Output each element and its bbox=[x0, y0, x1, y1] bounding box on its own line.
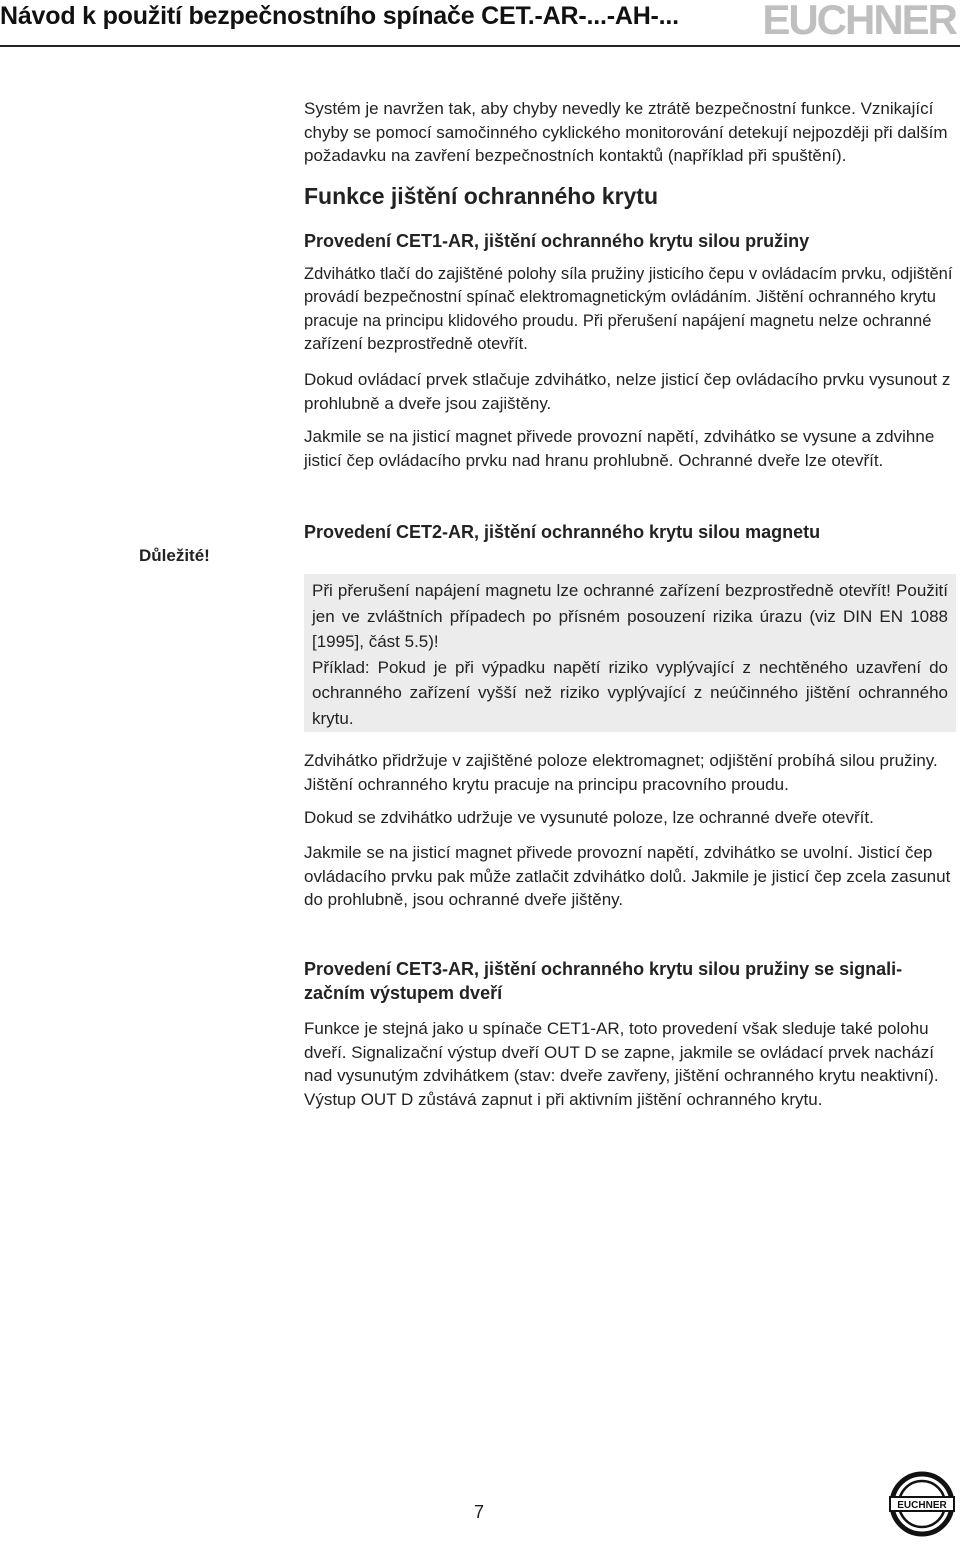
cet2-paragraph-1-block bbox=[304, 749, 958, 796]
document-title: Návod k použití bezpečnostního spínače CET.-AR-...-AH-... bbox=[0, 2, 679, 30]
warning-text-1: Při přerušení napájení magnetu lze ochranné zařízení bezprostředně otevřít! Použití jen ve zvláštních případech po přísném posouzení rizika úrazu (viz DIN EN 1088 [1995], část 5.5)! bbox=[312, 581, 948, 651]
section-title-block bbox=[304, 183, 958, 210]
cet1-paragraph-2-block bbox=[304, 368, 958, 415]
cet3-paragraph-block bbox=[304, 1017, 958, 1111]
cet3-paragraph: Funkce je stejná jako u spínače CET1-AR, toto provedení však sleduje také polohu dveří. Signalizační výstup dveří OUT D se zapne, jakmile se ovládací prvek nachází nad vysunutým zdvihátkem (stav: dveře zavřeny, jištění ochranného krytu neaktivní). Výstup OUT D zůstává zapnut i při aktivním jištění ochranného krytu. bbox=[304, 1019, 939, 1109]
cet2-paragraph-1: Zdvihátko přidržuje v zajištěné poloze elektromagnet; odjištění probíhá silou pružiny. Jištění ochranného krytu pracuje na principu pracovního proudu. bbox=[304, 751, 938, 794]
warning-text-2: Příklad: Pokud je při výpadku napětí riziko vyplývající z nechtěného uzavření do ochranného zařízení vyšší než riziko vyplývající z neúčinného jištění ochranného krytu. bbox=[312, 657, 948, 728]
cet1-heading: Provedení CET1-AR, jištění ochranného krytu silou pružiny bbox=[304, 231, 810, 251]
page-number: 7 bbox=[474, 1502, 485, 1522]
header-divider bbox=[0, 45, 960, 47]
cet1-paragraph-3: Jakmile se na jisticí magnet přivede provozní napětí, zdvihátko se vysune a zdvihne jisticí čep ovládacího prvku nad hranu prohlubně. Ochranné dveře lze otevřít. bbox=[304, 427, 935, 470]
cet2-paragraph-3: Jakmile se na jisticí magnet přivede provozní napětí, zdvihátko se uvolní. Jisticí čep ovládacího prvku pak může zatlačit zdvihátko dolů. Jakmile je jisticí čep zcela zasunut do prohlubně, jsou ochranné dveře jištěny. bbox=[304, 843, 951, 909]
cet2-paragraph-3-block bbox=[304, 841, 958, 912]
cet1-paragraph-2: Dokud ovládací prvek stlačuje zdvihátko, nelze jisticí čep ovládacího prvku vysunout z prohlubně a dveře jsou zajištěny. bbox=[304, 370, 951, 413]
cet1-paragraph-3-block bbox=[304, 425, 958, 472]
euchner-logo-icon bbox=[887, 1469, 957, 1539]
intro-block bbox=[304, 97, 958, 168]
logo-text: EUCHNER bbox=[897, 1500, 947, 1511]
warning-box bbox=[304, 574, 956, 732]
section-title: Funkce jištění ochranného krytu bbox=[304, 183, 659, 209]
cet2-paragraph-2-block bbox=[304, 806, 958, 830]
cet2-heading-block bbox=[304, 520, 958, 544]
cet1-paragraph-1: Zdvihátko tlačí do zajištěné polohy síla pružiny jisticího čepu v ovládacím prvku, odjištění provádí bezpečnostní spínač elektromagnetickým ovládáním. Jištění ochranného krytu pracuje na principu klidového proudu. Při přerušení napájení magnetu nelze ochranné zařízení bezprostředně otevřít. bbox=[304, 265, 953, 353]
cet1-section bbox=[304, 229, 958, 253]
cet3-heading-block bbox=[304, 957, 958, 1005]
cet2-paragraph-2: Dokud se zdvihátko udržuje ve vysunuté poloze, lze ochranné dveře otevřít. bbox=[304, 808, 874, 827]
intro-paragraph: Systém je navržen tak, aby chyby nevedly ke ztrátě bezpečnostní funkce. Vznikající chyby se pomocí samočinného cyklického monitorování detekují nejpozději při dalším požadavku na zavření bezpečnostních kontaktů (například při spuštění). bbox=[304, 99, 948, 165]
brand-logo-text: EUCHNER bbox=[762, 0, 956, 43]
important-label: Důležité! bbox=[139, 546, 210, 565]
cet2-heading: Provedení CET2-AR, jištění ochranného krytu silou magnetu bbox=[304, 522, 821, 542]
cet1-paragraph-1-block bbox=[304, 263, 958, 356]
euchner-seal-icon bbox=[887, 1469, 957, 1539]
cet3-heading: Provedení CET3-AR, jištění ochranného krytu silou pružiny se signali-začním výstupem dveří bbox=[304, 959, 903, 1003]
